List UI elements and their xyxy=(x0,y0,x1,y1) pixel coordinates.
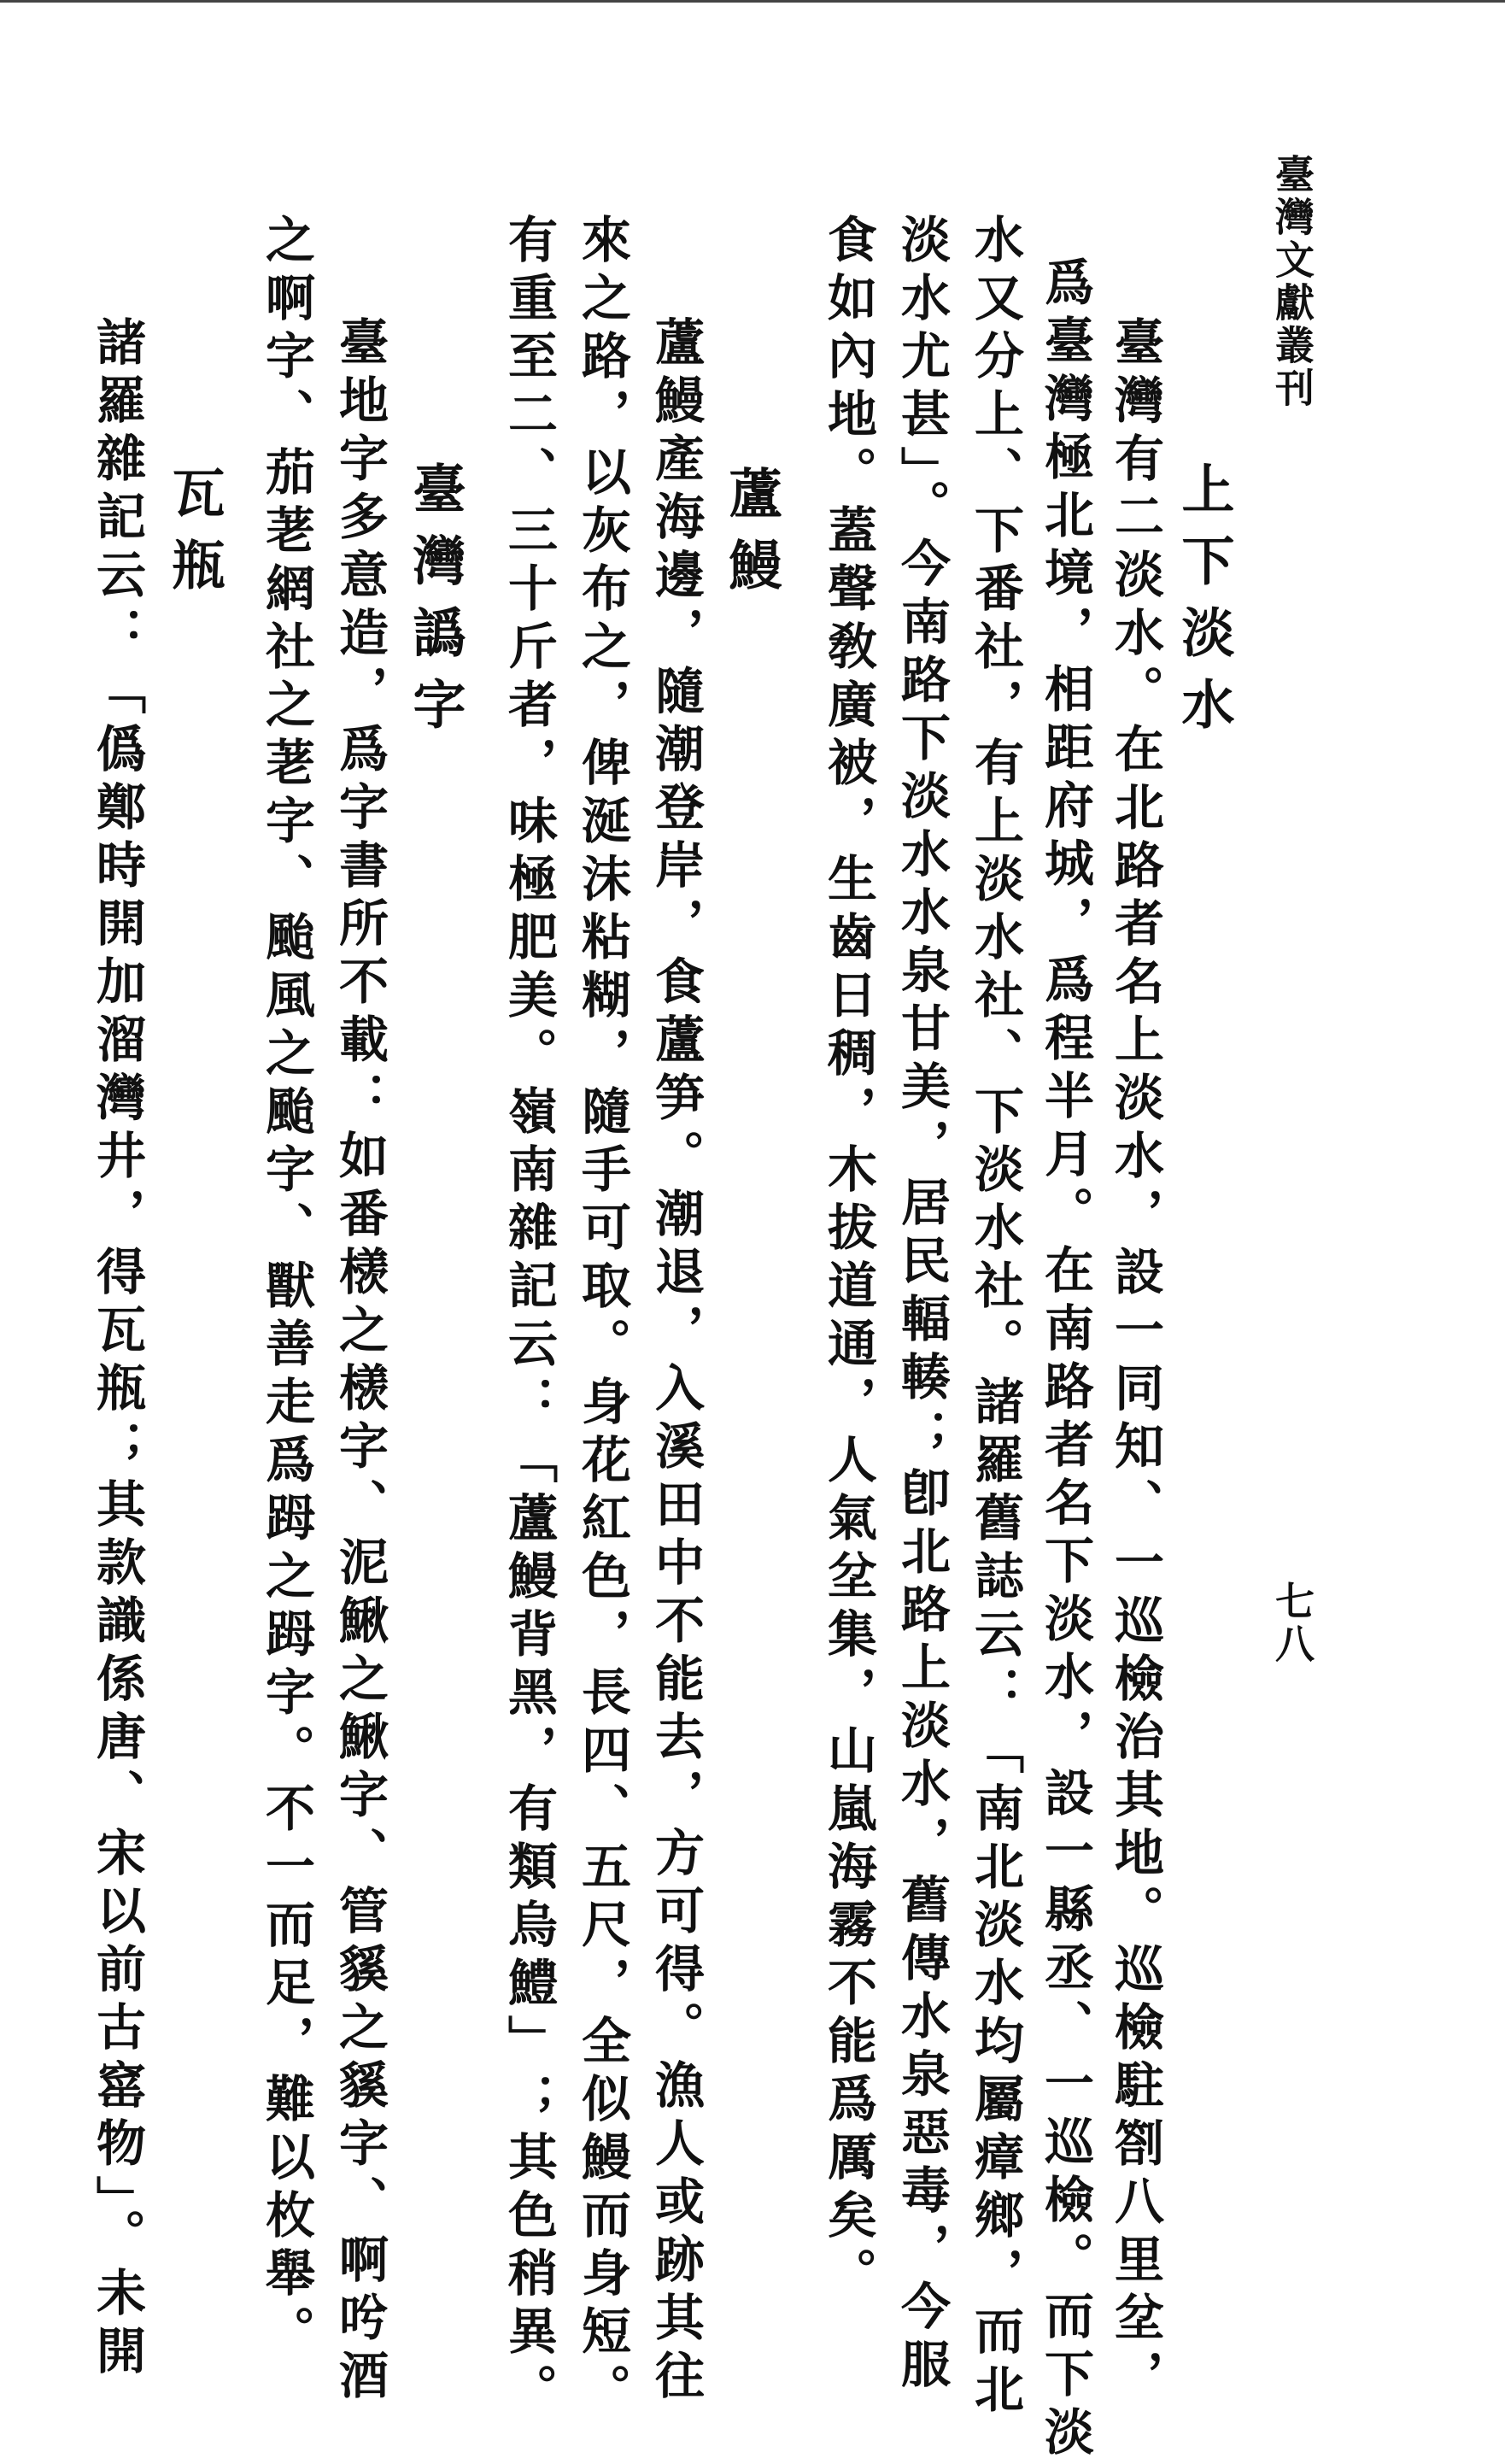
section-title: 臺灣譌字 xyxy=(404,461,466,748)
page-number: 七八 xyxy=(1269,1581,1315,1666)
section-title: 蘆鰻 xyxy=(720,466,782,609)
text-line: 來之路，以灰布之，俾涎沫粘糊，隨手可取。身花紅色，長四、五尺，全似鰻而身短。 xyxy=(573,214,631,2421)
series-title: 臺灣文獻叢刊 xyxy=(1269,154,1315,410)
text-line: 臺地字多意造，爲字書所不載：如番檨之檨字、泥鰍之鰍字、管貕之貕字、啊𠯋酒 xyxy=(331,316,389,2408)
top-border-rule xyxy=(0,0,1505,3)
section-title: 瓦瓶 xyxy=(163,466,225,609)
text-line: 食如內地。蓋聲敎廣被，生齒日稠，木拔道通，人氣坌集，山嵐海霧不能爲厲矣。 xyxy=(819,214,877,2305)
text-line: 諸羅雜記云：「僞鄭時開加溜灣井，得瓦瓶；其款識係唐、宋以前古窰物」。未開 xyxy=(88,316,146,2383)
text-line: 淡水尤甚」。今南路下淡水水泉甘美，居民輻輳；卽北路上淡水，舊傳水泉惡毒，今服 xyxy=(893,214,951,2397)
text-line: 之啊字、茄荖網社之荖字、颱風之颱字、獸善走爲𧿹之𧿹字。不一而足，難以枚舉。 xyxy=(257,214,315,2363)
text-line: 蘆鰻產海邊，隨潮登岸，食蘆笋。潮退，入溪田中不能去，方可得。漁人或跡其往 xyxy=(647,316,705,2408)
text-line: 有重至二、三十斤者，味極肥美。嶺南雜記云：「蘆鰻背黑，有類烏鱧」；其色稍異。 xyxy=(500,214,558,2421)
text-line: 爲臺灣極北境，相距府城，爲程半月。在南路者名下淡水，設一縣丞、一巡檢。而下淡 xyxy=(1036,256,1094,2464)
section-title: 上下淡水 xyxy=(1173,461,1235,748)
text-line: 水又分上、下番社，有上淡水社、下淡水社。諸羅舊誌云：「南北淡水均屬瘴鄉，而北 xyxy=(966,214,1024,2421)
text-line: 臺灣有二淡水。在北路者名上淡水，設一同知、一巡檢治其地。巡檢駐劄八里坌， xyxy=(1106,316,1164,2408)
